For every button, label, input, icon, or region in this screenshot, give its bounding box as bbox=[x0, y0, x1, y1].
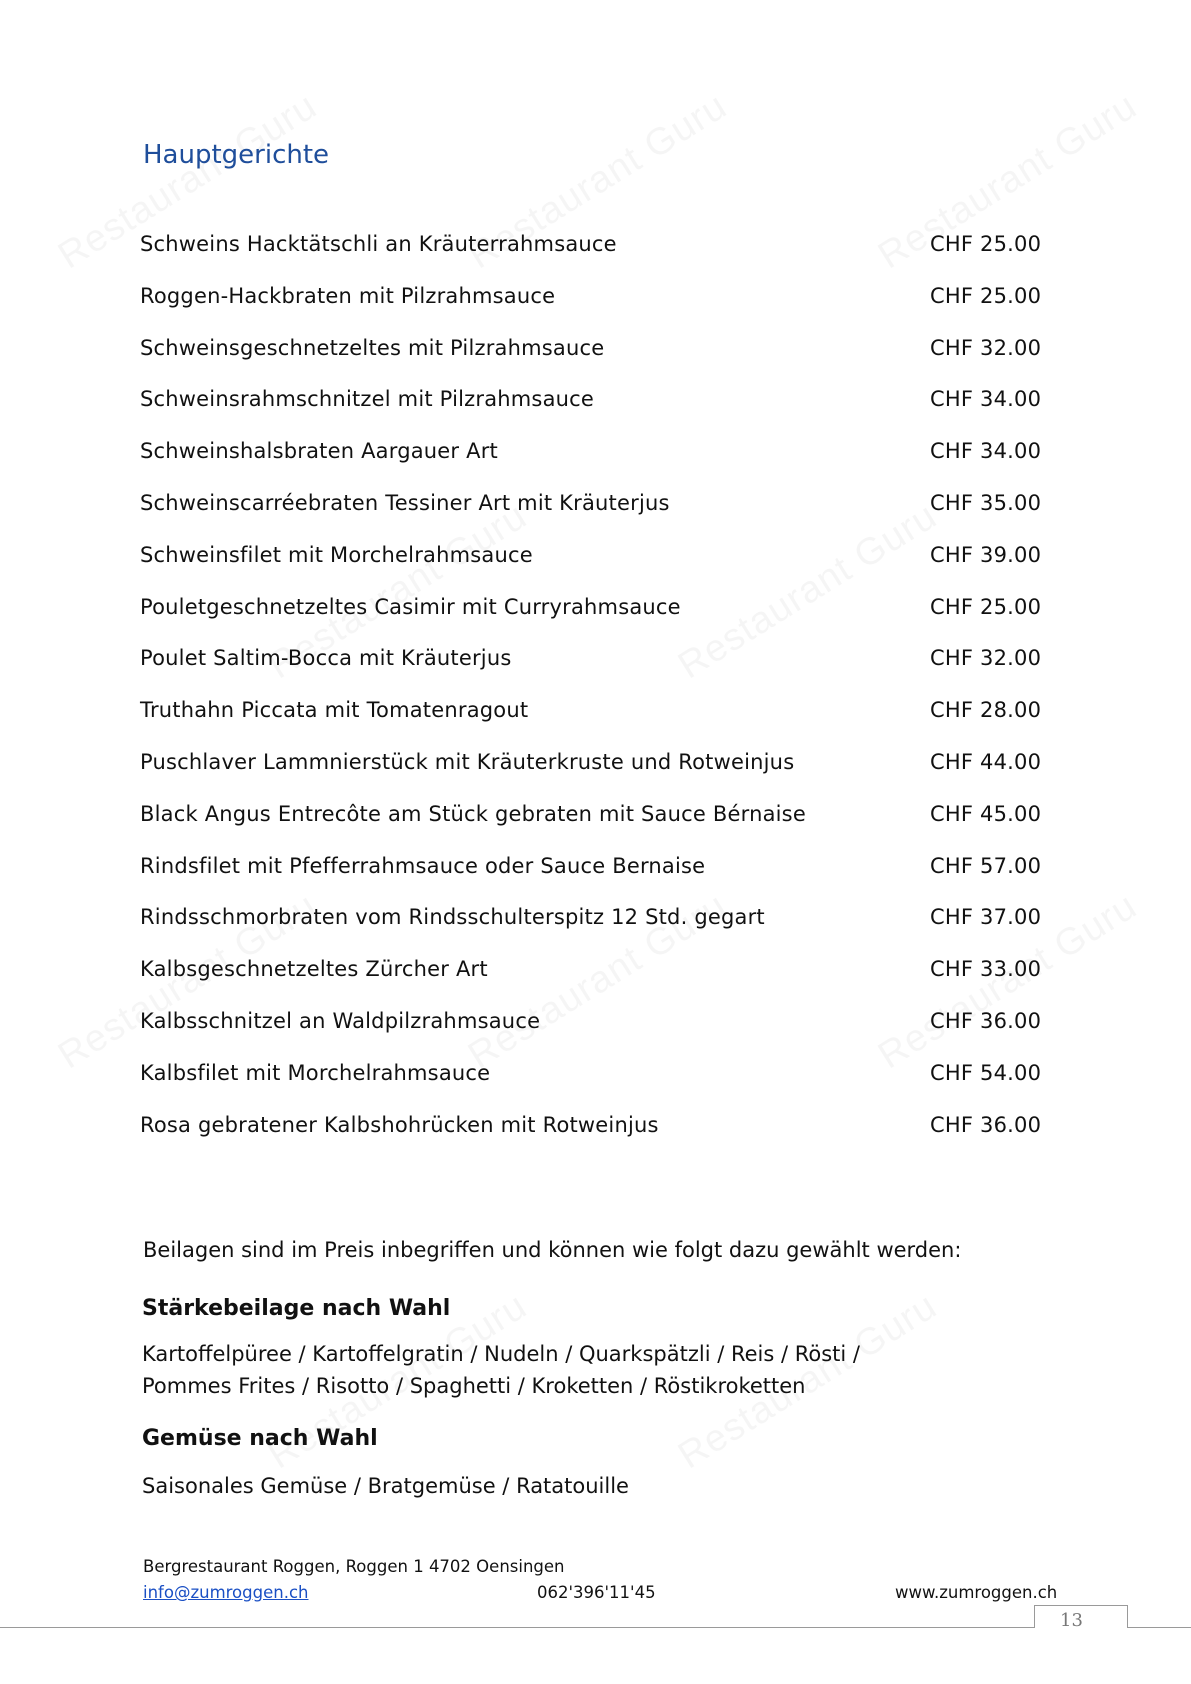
dish-name: Pouletgeschnetzeltes Casimir mit Curryrahmsauce bbox=[140, 594, 681, 619]
menu-item bbox=[140, 439, 1050, 491]
dish-name: Kalbsschnitzel an Waldpilzrahmsauce bbox=[140, 1008, 541, 1033]
starch-options-line-1: Kartoffelpüree / Kartoffelgratin / Nudeln / Quarkspätzli / Reis / Rösti / bbox=[142, 1342, 860, 1366]
menu-item bbox=[140, 543, 1050, 595]
page-title: Hauptgerichte bbox=[143, 140, 330, 170]
dish-name: Rindsfilet mit Pfefferrahmsauce oder Sauce Bernaise bbox=[140, 853, 706, 878]
dish-name: Roggen-Hackbraten mit Pilzrahmsauce bbox=[140, 283, 556, 308]
menu-item bbox=[140, 646, 1050, 698]
dish-price: CHF 34.00 bbox=[930, 439, 1042, 464]
dish-price: CHF 44.00 bbox=[930, 749, 1042, 774]
dish-name: Rosa gebratener Kalbshohrücken mit Rotweinjus bbox=[140, 1112, 659, 1137]
vegetable-title: Gemüse nach Wahl bbox=[142, 1426, 378, 1451]
menu-item bbox=[140, 1061, 1050, 1113]
starch-title: Stärkebeilage nach Wahl bbox=[142, 1296, 451, 1321]
menu-item bbox=[140, 595, 1050, 647]
side-dish-note: Beilagen sind im Preis inbegriffen und können wie folgt dazu gewählt werden: bbox=[143, 1238, 962, 1262]
dish-name: Poulet Saltim-Bocca mit Kräuterjus bbox=[140, 646, 512, 671]
menu-item bbox=[140, 905, 1050, 957]
dish-name: Schweins Hacktätschli an Kräuterrahmsauce bbox=[140, 232, 617, 256]
vegetable-options: Saisonales Gemüse / Bratgemüse / Ratatouille bbox=[142, 1474, 629, 1498]
dish-name: Kalbsfilet mit Morchelrahmsauce bbox=[140, 1060, 491, 1085]
dish-price: CHF 33.00 bbox=[930, 957, 1042, 982]
dish-price: CHF 32.00 bbox=[930, 335, 1042, 360]
dish-name: Schweinsrahmschnitzel mit Pilzrahmsauce bbox=[140, 387, 595, 412]
menu-item bbox=[140, 491, 1050, 543]
dish-name: Black Angus Entrecôte am Stück gebraten mit Sauce Bérnaise bbox=[140, 801, 806, 826]
dish-price: CHF 57.00 bbox=[930, 853, 1042, 878]
dish-price: CHF 34.00 bbox=[930, 387, 1042, 412]
menu-item bbox=[140, 284, 1050, 336]
dish-price: CHF 39.00 bbox=[930, 542, 1042, 567]
email-link[interactable]: info@zumroggen.ch bbox=[143, 1583, 309, 1602]
dish-name: Puschlaver Lammnierstück mit Kräuterkruste und Rotweinjus bbox=[140, 749, 795, 774]
menu-item bbox=[140, 957, 1050, 1009]
menu-item bbox=[140, 1113, 1050, 1165]
dish-price: CHF 32.00 bbox=[930, 646, 1042, 671]
dish-name: Schweinsfilet mit Morchelrahmsauce bbox=[140, 542, 533, 567]
menu-item bbox=[140, 336, 1050, 388]
dish-price: CHF 25.00 bbox=[930, 283, 1042, 308]
menu-item bbox=[140, 698, 1050, 750]
footer-address: Bergrestaurant Roggen, Roggen 1 4702 Oensingen bbox=[143, 1557, 565, 1576]
menu-item bbox=[140, 387, 1050, 439]
footer-divider bbox=[0, 1627, 1191, 1628]
menu-item bbox=[140, 750, 1050, 802]
dish-name: Schweinshalsbraten Aargauer Art bbox=[140, 439, 498, 464]
footer-website: www.zumroggen.ch bbox=[895, 1583, 1058, 1602]
dish-name: Schweinsgeschnetzeltes mit Pilzrahmsauce bbox=[140, 335, 605, 360]
dish-name: Kalbsgeschnetzeltes Zürcher Art bbox=[140, 957, 488, 982]
menu-item bbox=[140, 232, 1050, 284]
menu-item bbox=[140, 854, 1050, 906]
dish-price: CHF 28.00 bbox=[930, 698, 1042, 723]
dish-name: Rindsschmorbraten vom Rindsschulterspitz 12 Std. gegart bbox=[140, 905, 765, 930]
dish-price: CHF 37.00 bbox=[930, 905, 1042, 930]
page-number: 13 bbox=[1060, 1610, 1083, 1631]
dish-price: CHF 25.00 bbox=[930, 594, 1042, 619]
menu-item bbox=[140, 802, 1050, 854]
footer-phone: 062'396'11'45 bbox=[537, 1583, 656, 1602]
starch-options-line-2: Pommes Frites / Risotto / Spaghetti / Kroketten / Röstikroketten bbox=[142, 1374, 806, 1398]
dish-price: CHF 45.00 bbox=[930, 801, 1042, 826]
dish-name: Truthahn Piccata mit Tomatenragout bbox=[140, 698, 529, 723]
dish-price: CHF 25.00 bbox=[930, 232, 1042, 256]
menu-list bbox=[140, 232, 1050, 1164]
dish-price: CHF 54.00 bbox=[930, 1060, 1042, 1085]
dish-name: Schweinscarréebraten Tessiner Art mit Kräuterjus bbox=[140, 490, 670, 515]
dish-price: CHF 35.00 bbox=[930, 490, 1042, 515]
dish-price: CHF 36.00 bbox=[930, 1112, 1042, 1137]
dish-price: CHF 36.00 bbox=[930, 1008, 1042, 1033]
menu-item bbox=[140, 1009, 1050, 1061]
